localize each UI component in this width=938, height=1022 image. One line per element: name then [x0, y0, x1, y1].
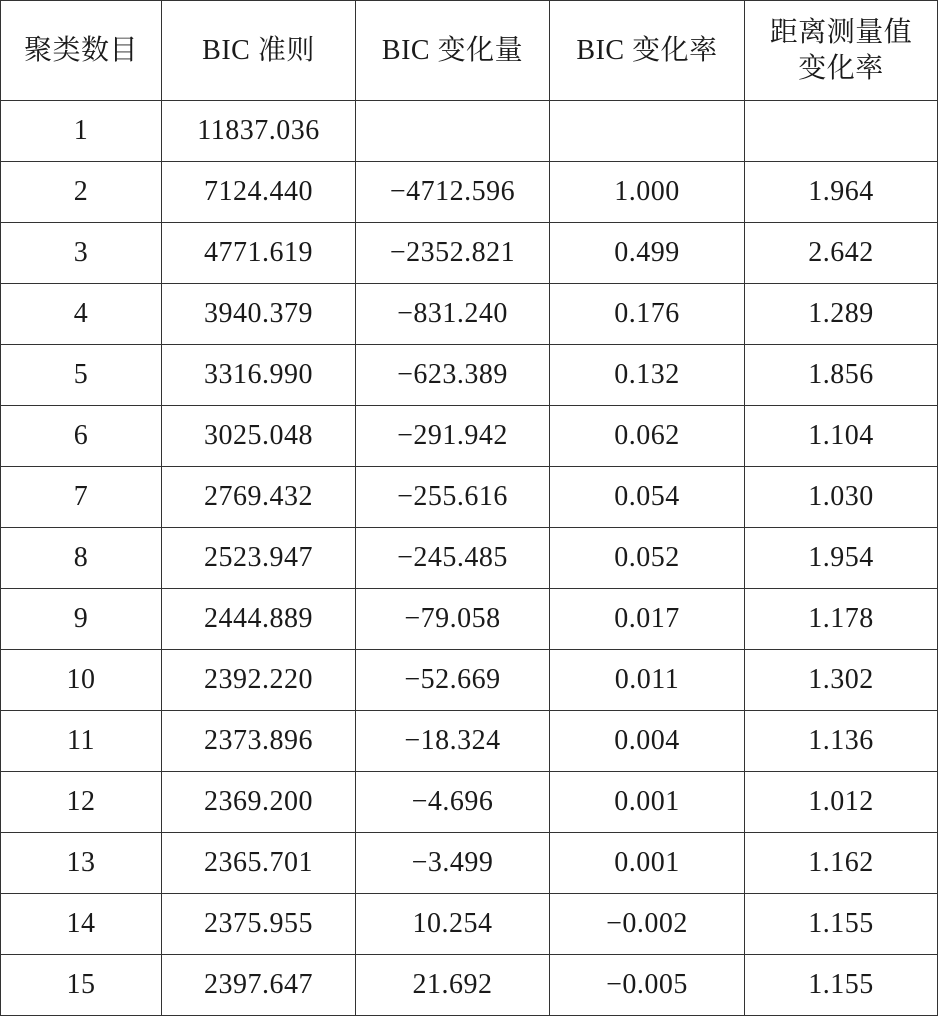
cell-distance-change-rate: 1.012 — [745, 772, 938, 833]
table-row — [1, 833, 938, 894]
cell-cluster-count: 6 — [1, 406, 162, 467]
cell-bic-change-rate: 0.062 — [550, 406, 745, 467]
table-row — [1, 894, 938, 955]
cell-bic: 7124.440 — [162, 162, 356, 223]
header-bic-criterion — [162, 1, 356, 101]
cell-bic: 2373.896 — [162, 711, 356, 772]
cell-cluster-count: 11 — [1, 711, 162, 772]
cell-bic: 2444.889 — [162, 589, 356, 650]
cell-bic-change-rate: 1.000 — [550, 162, 745, 223]
cell-cluster-count: 4 — [1, 284, 162, 345]
cell-bic: 11837.036 — [162, 101, 356, 162]
header-distance-change-rate — [745, 1, 938, 101]
cell-cluster-count: 13 — [1, 833, 162, 894]
table-row — [1, 772, 938, 833]
cell-cluster-count: 1 — [1, 101, 162, 162]
header-label-line2: 变化率 — [798, 52, 884, 84]
cell-cluster-count: 12 — [1, 772, 162, 833]
header-label: 聚类数目 — [23, 34, 138, 66]
cell-bic: 2397.647 — [162, 955, 356, 1016]
cell-distance-change-rate: 1.030 — [745, 467, 938, 528]
header-label: BIC 变化量 — [381, 34, 524, 66]
cell-distance-change-rate: 1.155 — [745, 955, 938, 1016]
cell-cluster-count: 15 — [1, 955, 162, 1016]
cell-bic-change-rate: −0.005 — [550, 955, 745, 1016]
cell-bic-change-rate: 0.052 — [550, 528, 745, 589]
header-bic-change-rate — [550, 1, 745, 101]
cell-distance-change-rate — [745, 101, 938, 162]
header-bic-change — [356, 1, 550, 101]
cell-bic-change-rate: 0.499 — [550, 223, 745, 284]
cell-distance-change-rate: 1.162 — [745, 833, 938, 894]
cell-cluster-count: 8 — [1, 528, 162, 589]
header-row — [1, 1, 938, 101]
cell-bic: 2365.701 — [162, 833, 356, 894]
header-label: BIC 变化率 — [576, 34, 718, 66]
table-row — [1, 162, 938, 223]
table-row — [1, 650, 938, 711]
table-row — [1, 345, 938, 406]
cell-distance-change-rate: 2.642 — [745, 223, 938, 284]
table-row — [1, 589, 938, 650]
cell-bic-change: −79.058 — [356, 589, 550, 650]
cell-bic-change: −831.240 — [356, 284, 550, 345]
cell-bic: 2369.200 — [162, 772, 356, 833]
cell-distance-change-rate: 1.954 — [745, 528, 938, 589]
cell-bic-change: −4.696 — [356, 772, 550, 833]
cell-bic-change: −623.389 — [356, 345, 550, 406]
cell-bic-change-rate: 0.001 — [550, 833, 745, 894]
cell-distance-change-rate: 1.302 — [745, 650, 938, 711]
table-row — [1, 955, 938, 1016]
cell-bic-change: −18.324 — [356, 711, 550, 772]
cell-bic-change: 21.692 — [356, 955, 550, 1016]
table-row — [1, 711, 938, 772]
cell-bic-change: −4712.596 — [356, 162, 550, 223]
cell-bic-change: −245.485 — [356, 528, 550, 589]
cell-bic-change: −52.669 — [356, 650, 550, 711]
cell-bic-change-rate: −0.002 — [550, 894, 745, 955]
cell-distance-change-rate: 1.289 — [745, 284, 938, 345]
cell-bic-change-rate: 0.017 — [550, 589, 745, 650]
cell-bic-change-rate: 0.001 — [550, 772, 745, 833]
cell-bic: 3025.048 — [162, 406, 356, 467]
cell-distance-change-rate: 1.155 — [745, 894, 938, 955]
cell-bic: 4771.619 — [162, 223, 356, 284]
table-row — [1, 223, 938, 284]
cell-bic-change-rate: 0.176 — [550, 284, 745, 345]
cell-cluster-count: 10 — [1, 650, 162, 711]
cell-cluster-count: 7 — [1, 467, 162, 528]
cell-bic: 2392.220 — [162, 650, 356, 711]
cell-bic: 3940.379 — [162, 284, 356, 345]
table-row — [1, 528, 938, 589]
cell-bic: 2769.432 — [162, 467, 356, 528]
cell-cluster-count: 2 — [1, 162, 162, 223]
table-row — [1, 406, 938, 467]
cell-bic-change: −2352.821 — [356, 223, 550, 284]
cell-bic: 2523.947 — [162, 528, 356, 589]
cell-bic-change-rate: 0.004 — [550, 711, 745, 772]
cell-distance-change-rate: 1.178 — [745, 589, 938, 650]
cell-cluster-count: 14 — [1, 894, 162, 955]
cell-bic: 3316.990 — [162, 345, 356, 406]
cell-bic-change-rate: 0.054 — [550, 467, 745, 528]
cell-bic-change-rate: 0.132 — [550, 345, 745, 406]
cell-bic-change: −255.616 — [356, 467, 550, 528]
header-label: BIC 准则 — [202, 34, 315, 66]
cell-bic-change: 10.254 — [356, 894, 550, 955]
cell-bic-change-rate: 0.011 — [550, 650, 745, 711]
cell-cluster-count: 9 — [1, 589, 162, 650]
table-header — [1, 1, 938, 101]
table-row — [1, 467, 938, 528]
cell-bic: 2375.955 — [162, 894, 356, 955]
cell-bic-change: −291.942 — [356, 406, 550, 467]
cell-distance-change-rate: 1.964 — [745, 162, 938, 223]
cell-cluster-count: 3 — [1, 223, 162, 284]
cell-bic-change — [356, 101, 550, 162]
cell-distance-change-rate: 1.856 — [745, 345, 938, 406]
cell-bic-change: −3.499 — [356, 833, 550, 894]
cell-cluster-count: 5 — [1, 345, 162, 406]
cell-distance-change-rate: 1.136 — [745, 711, 938, 772]
cell-bic-change-rate — [550, 101, 745, 162]
table-row — [1, 284, 938, 345]
table-row — [1, 101, 938, 162]
header-label-line1: 距离测量值 — [769, 16, 913, 48]
table-body — [1, 101, 938, 1016]
header-cluster-count — [1, 1, 162, 101]
cell-distance-change-rate: 1.104 — [745, 406, 938, 467]
